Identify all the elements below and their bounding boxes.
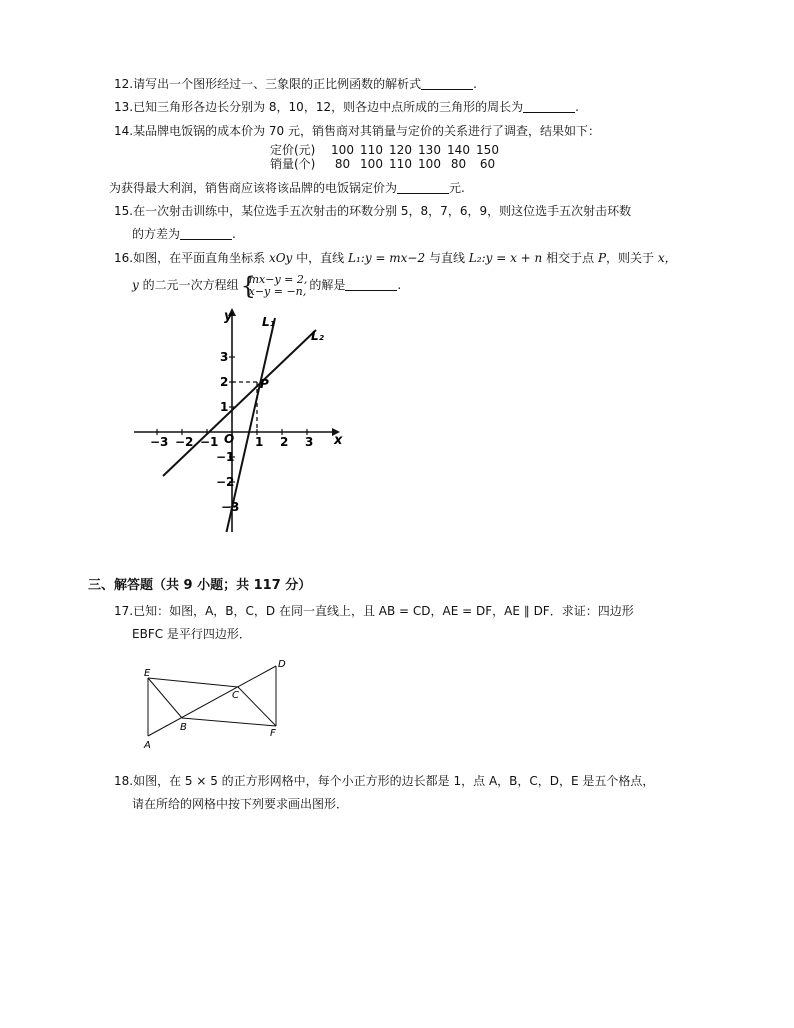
parallelogram-figure (140, 656, 300, 752)
equation-1: mx−y = 2, (248, 272, 308, 286)
price-label: 定价(元) (270, 143, 316, 157)
price-cell: 110 (360, 143, 383, 157)
y-tick-label: 3 (220, 350, 229, 364)
answer-blank[interactable] (397, 181, 449, 194)
question-text: 请写出一个图形经过一、三象限的正比例函数的解析式 (133, 77, 422, 91)
question-text: 已知三角形各边长分别为 8，10，12，则各边中点所成的三角形的周长为 (133, 100, 524, 114)
sales-cell: 100 (360, 157, 383, 171)
y-tick-label: −3 (221, 500, 240, 514)
point-b-label: B (180, 722, 187, 733)
question-number: 16. (114, 251, 134, 265)
question-text: 某品牌电饭锅的成本价为 70 元，销售商对其销量与定价的关系进行了调查，结果如下： (133, 124, 600, 138)
y-tick-label: 1 (220, 400, 229, 414)
price-cell: 150 (476, 143, 499, 157)
line-l2 (163, 330, 316, 476)
equation-2: x−y = −n, (248, 284, 307, 298)
question-18 (114, 773, 654, 789)
question-number: 12. (114, 77, 134, 91)
answer-blank[interactable] (421, 77, 473, 90)
answer-blank[interactable] (523, 100, 575, 113)
question-text: 的方差为 (132, 227, 181, 241)
question-number: 14. (114, 124, 134, 138)
sales-cell: 80 (450, 157, 467, 171)
question-text: 已知：如图，A，B，C，D 在同一直线上，且 AB = CD，AE = DF，AE ∥ DF．求证：四边形 (133, 604, 634, 618)
y-tick-label: 2 (220, 375, 229, 389)
sales-cell: 60 (479, 157, 496, 171)
price-cell: 130 (418, 143, 441, 157)
x-tick-label: 1 (255, 435, 264, 449)
l1-label: L₁ (262, 315, 275, 329)
sales-cell: 80 (334, 157, 351, 171)
question-14 (114, 123, 600, 139)
answer-blank[interactable] (180, 227, 232, 240)
question-text: 请在所给的网格中按下列要求画出图形． (132, 797, 349, 811)
question-15 (114, 203, 631, 219)
price-row (270, 143, 502, 157)
x-tick-label: −1 (200, 435, 219, 449)
x-axis-label: x (334, 433, 343, 448)
question-number: 17. (114, 604, 134, 618)
price-cell: 120 (389, 143, 412, 157)
sales-row (270, 157, 502, 171)
sales-cell: 110 (389, 157, 412, 171)
question-12: 12.请写出一个图形经过一、三象限的正比例函数的解析式 . (114, 77, 477, 91)
question-13: 13.已知三角形各边长分别为 8，10，12，则各边中点所成的三角形的周长为 . (114, 100, 579, 114)
point-c-label: C (232, 690, 239, 701)
question-text: EBFC 是平行四边形． (132, 627, 251, 641)
coordinate-graph (128, 306, 348, 538)
x-tick-label: −2 (175, 435, 194, 449)
question-number: 15. (114, 204, 134, 218)
question-text: 为获得最大利润，销售商应该将该品牌的电饭锅定价为 (109, 181, 398, 195)
x-tick-label: −3 (150, 435, 169, 449)
y-tick-label: −1 (216, 450, 235, 464)
brace-icon: { (240, 271, 256, 300)
question-17 (114, 603, 634, 619)
question-number: 13. (114, 100, 134, 114)
y-axis-label: y (224, 309, 233, 324)
x-tick-label: 3 (305, 435, 314, 449)
l2-label: L₂ (311, 329, 324, 343)
price-cell: 140 (447, 143, 470, 157)
question-number: 18. (114, 774, 134, 788)
price-sales-table (270, 143, 502, 171)
sales-cell: 100 (418, 157, 441, 171)
point-d-label: D (278, 659, 286, 670)
origin-label: O (224, 432, 235, 446)
question-17-part2 (132, 626, 251, 642)
question-18-part2 (132, 796, 348, 812)
point-p-label: P (260, 377, 269, 391)
question-16: 16.如图，在平面直角坐标系 xOy 中，直线 L₁:y = mx−2 与直线 L₂:y = x + n 相交于点 P，则关于 x， (114, 251, 677, 265)
x-tick-label: 2 (280, 435, 289, 449)
question-text: 如图，在 5 × 5 的正方形网格中，每个小正方形的边长都是 1，点 A，B，C，D，E 是五个格点， (133, 774, 655, 788)
point-f-label: F (270, 728, 276, 739)
question-15-part2: 的方差为 . (132, 227, 236, 241)
equation-system (240, 271, 308, 300)
price-cell: 100 (331, 143, 354, 157)
point-a-label: A (144, 740, 151, 751)
question-16-part2: y 的二元一次方程组 { mx−y = 2, x−y = −n, 的解是 . (132, 271, 402, 300)
sales-label: 销量(个) (270, 157, 316, 171)
point-e-label: E (144, 668, 151, 679)
question-text: 在一次射击训练中，某位选手五次射击的环数分别 5，8，7，6，9，则这位选手五次射击环数 (133, 204, 632, 218)
y-tick-label: −2 (216, 475, 235, 489)
section-title: 三、解答题（共 9 小题；共 117 分） (88, 578, 312, 593)
question-14-part2: 为获得最大利润，销售商应该将该品牌的电饭锅定价为 元. (109, 181, 465, 195)
answer-blank[interactable] (345, 278, 397, 291)
